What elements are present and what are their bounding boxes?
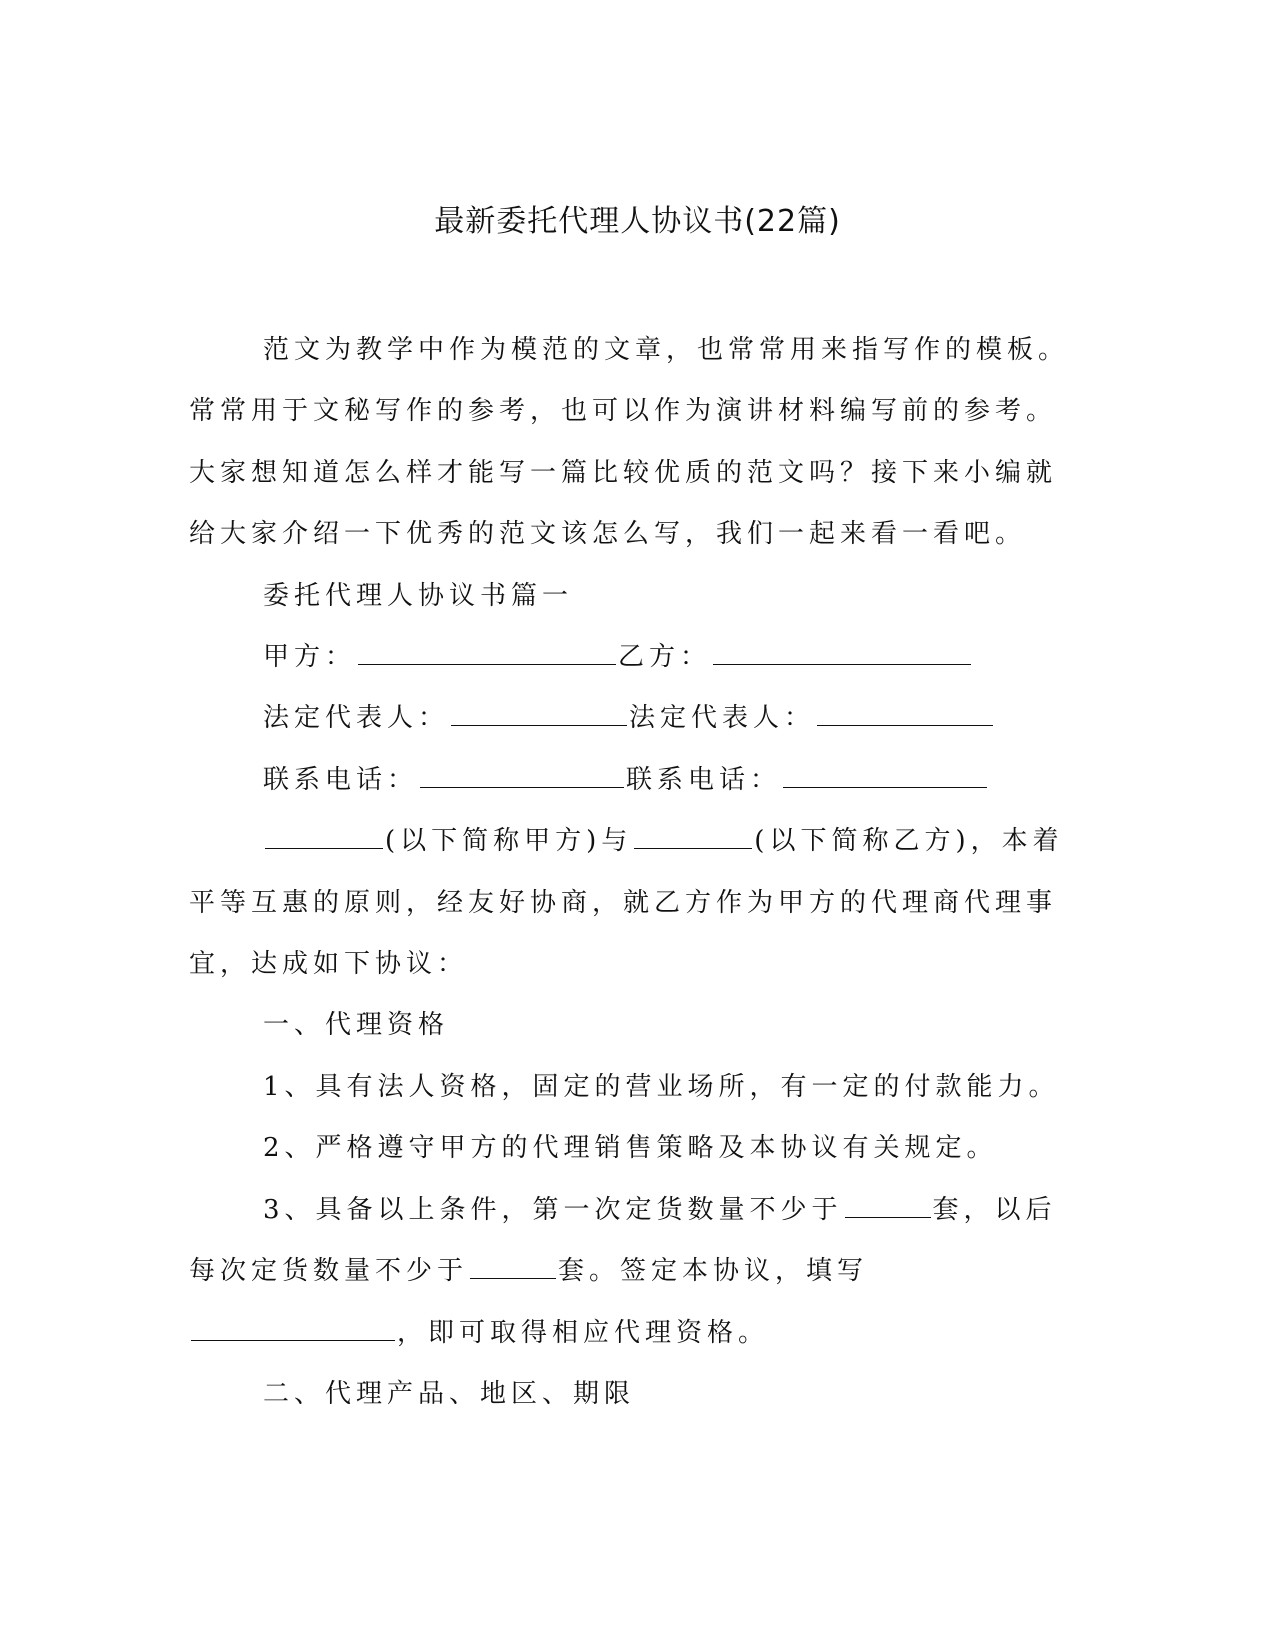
phone-b-label: 联系电话： <box>626 764 782 795</box>
section-title: 委托代理人协议书篇一 <box>263 580 574 611</box>
party-a-blank <box>358 642 616 665</box>
legal-rep-a-label: 法定代表人： <box>263 703 450 734</box>
clause-1: 1、具有法人资格，固定的营业场所，有一定的付款能力。 <box>263 1071 1060 1102</box>
clause-3-text-1: 3、具备以上条件，第一次定货数量不少于 <box>263 1194 843 1225</box>
phone-a-label: 联系电话： <box>263 764 419 795</box>
document-body <box>189 320 1074 1425</box>
phone-a-blank <box>420 765 624 788</box>
preamble-text-2: (以下简称乙方)，本着平等互惠的原则，经友好协商，就乙方作为甲方的代理商代理事宜，达成如下协议： <box>189 826 1064 980</box>
intro-paragraph: 范文为教学中作为模范的文章，也常常用来指写作的模板。常常用于文秘写作的参考，也可以作为演讲材料编写前的参考。大家想知道怎么样才能写一篇比较优质的范文吗？接下来小编就给大家介绍一下优秀的范文该怎么写，我们一起来看一看吧。 <box>189 335 1070 550</box>
phone-line <box>189 750 1074 811</box>
party-line <box>189 627 1074 688</box>
party-b-blank <box>713 642 971 665</box>
preamble-paragraph <box>189 811 1074 995</box>
clause-3 <box>189 1180 1074 1364</box>
legal-rep-line <box>189 688 1074 749</box>
subsequent-order-blank <box>470 1256 556 1279</box>
clause-3-text-2: 套，以后每次定货数量不少于 <box>189 1194 1057 1287</box>
clause-3-text-4: ，即可取得相应代理资格。 <box>397 1317 770 1348</box>
legal-rep-a-blank <box>451 703 627 726</box>
fill-in-blank <box>191 1318 395 1341</box>
legal-rep-b-blank <box>817 703 993 726</box>
party-b-label: 乙方： <box>618 642 712 673</box>
legal-rep-b-label: 法定代表人： <box>629 703 816 734</box>
first-order-blank <box>845 1195 931 1218</box>
party-a-label: 甲方： <box>263 642 357 673</box>
heading-products-region-term: 二、代理产品、地区、期限 <box>263 1378 636 1409</box>
preamble-blank-b <box>634 826 752 849</box>
phone-b-blank <box>783 765 987 788</box>
document-title: 最新委托代理人协议书(22篇) <box>434 204 841 239</box>
clause-2: 2、严格遵守甲方的代理销售策略及本协议有关规定。 <box>263 1133 998 1164</box>
heading-qualification: 一、代理资格 <box>263 1010 450 1041</box>
preamble-text-1: (以下简称甲方)与 <box>385 826 633 857</box>
preamble-blank-a <box>265 826 383 849</box>
clause-3-text-3: 套。签定本协议，填写 <box>558 1256 869 1287</box>
